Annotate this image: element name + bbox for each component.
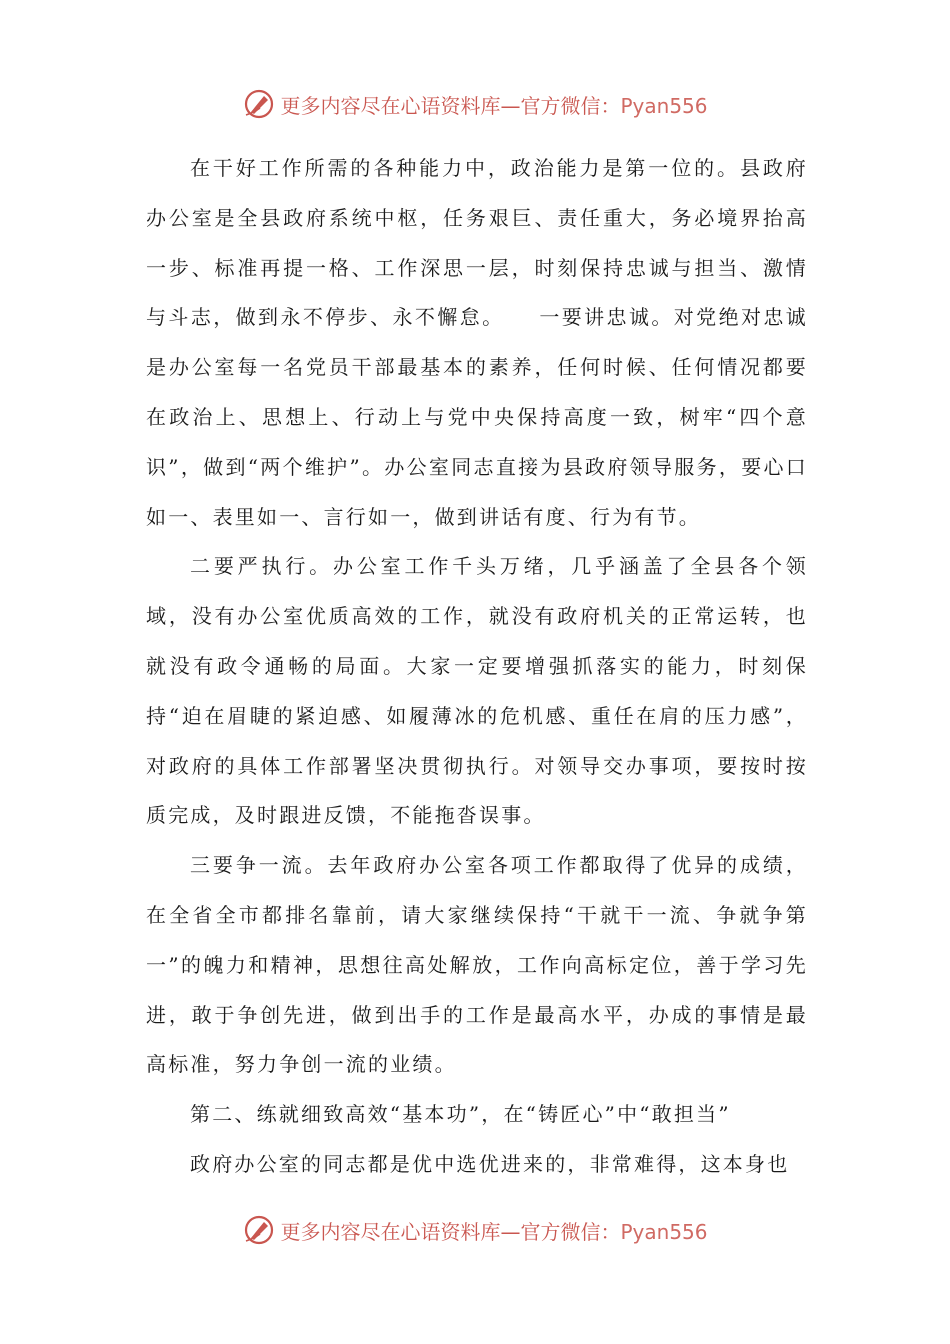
document-body — [146, 144, 808, 1190]
footer-banner — [0, 1210, 950, 1250]
banner-text: 更多内容尽在心语资料库—官方微信：Pyan556 — [280, 93, 708, 118]
header-banner — [0, 84, 950, 124]
paragraph: 政府办公室的同志都是优中选优进来的，非常难得，这本身也 — [190, 1151, 790, 1176]
wechat-id: Pyan556 — [620, 1219, 708, 1244]
banner-text: 更多内容尽在心语资料库—官方微信：Pyan556 — [280, 1219, 708, 1244]
paragraph: 二要严执行。办公室工作千头万绪，几乎涵盖了全县各个领域，没有办公室优质高效的工作，就没有政府机关的正常运转，也就没有政令通畅的局面。大家一定要增强抓落实的能力，时刻保持“迫在眉睫的紧迫感、如履薄冰的危机感、重任在肩的压力感”，对政府的具体工作部署坚决贯彻执行。对领导交办事项，要按时按质完成，及时跟进反馈，不能拖沓误事。 — [146, 554, 808, 828]
pen-nib-circle-icon — [242, 87, 276, 121]
section-heading: 第二、练就细致高效“基本功”，在“铸匠心”中“敢担当” — [190, 1102, 731, 1127]
paragraph: 在干好工作所需的各种能力中，政治能力是第一位的。县政府办公室是全县政府系统中枢，任务艰巨、责任重大，务必境界抬高一步、标准再提一格、工作深思一层，时刻保持忠诚与担当、激情与斗志，做到永不停步、永不懈怠。 一要讲忠诚。对党绝对忠诚是办公室每一名党员干部最基本的素养，任何时候、任何情况都要在政治上、思想上、行动上与党中央保持高度一致，树牢“四个意识”，做到“两个维护”。办公室同志直接为县政府领导服务，要心口如一、表里如一、言行如一，做到讲话有度、行为有节。 — [146, 156, 808, 529]
pen-nib-circle-icon — [242, 1213, 276, 1247]
paragraph: 三要争一流。去年政府办公室各项工作都取得了优异的成绩，在全省全市都排名靠前，请大家继续保持“干就干一流、争就争第一”的魄力和精神，思想往高处解放，工作向高标定位，善于学习先进，敢于争创先进，做到出手的工作是最高水平，办成的事情是最高标准，努力争创一流的业绩。 — [146, 853, 808, 1077]
wechat-id: Pyan556 — [620, 93, 708, 118]
